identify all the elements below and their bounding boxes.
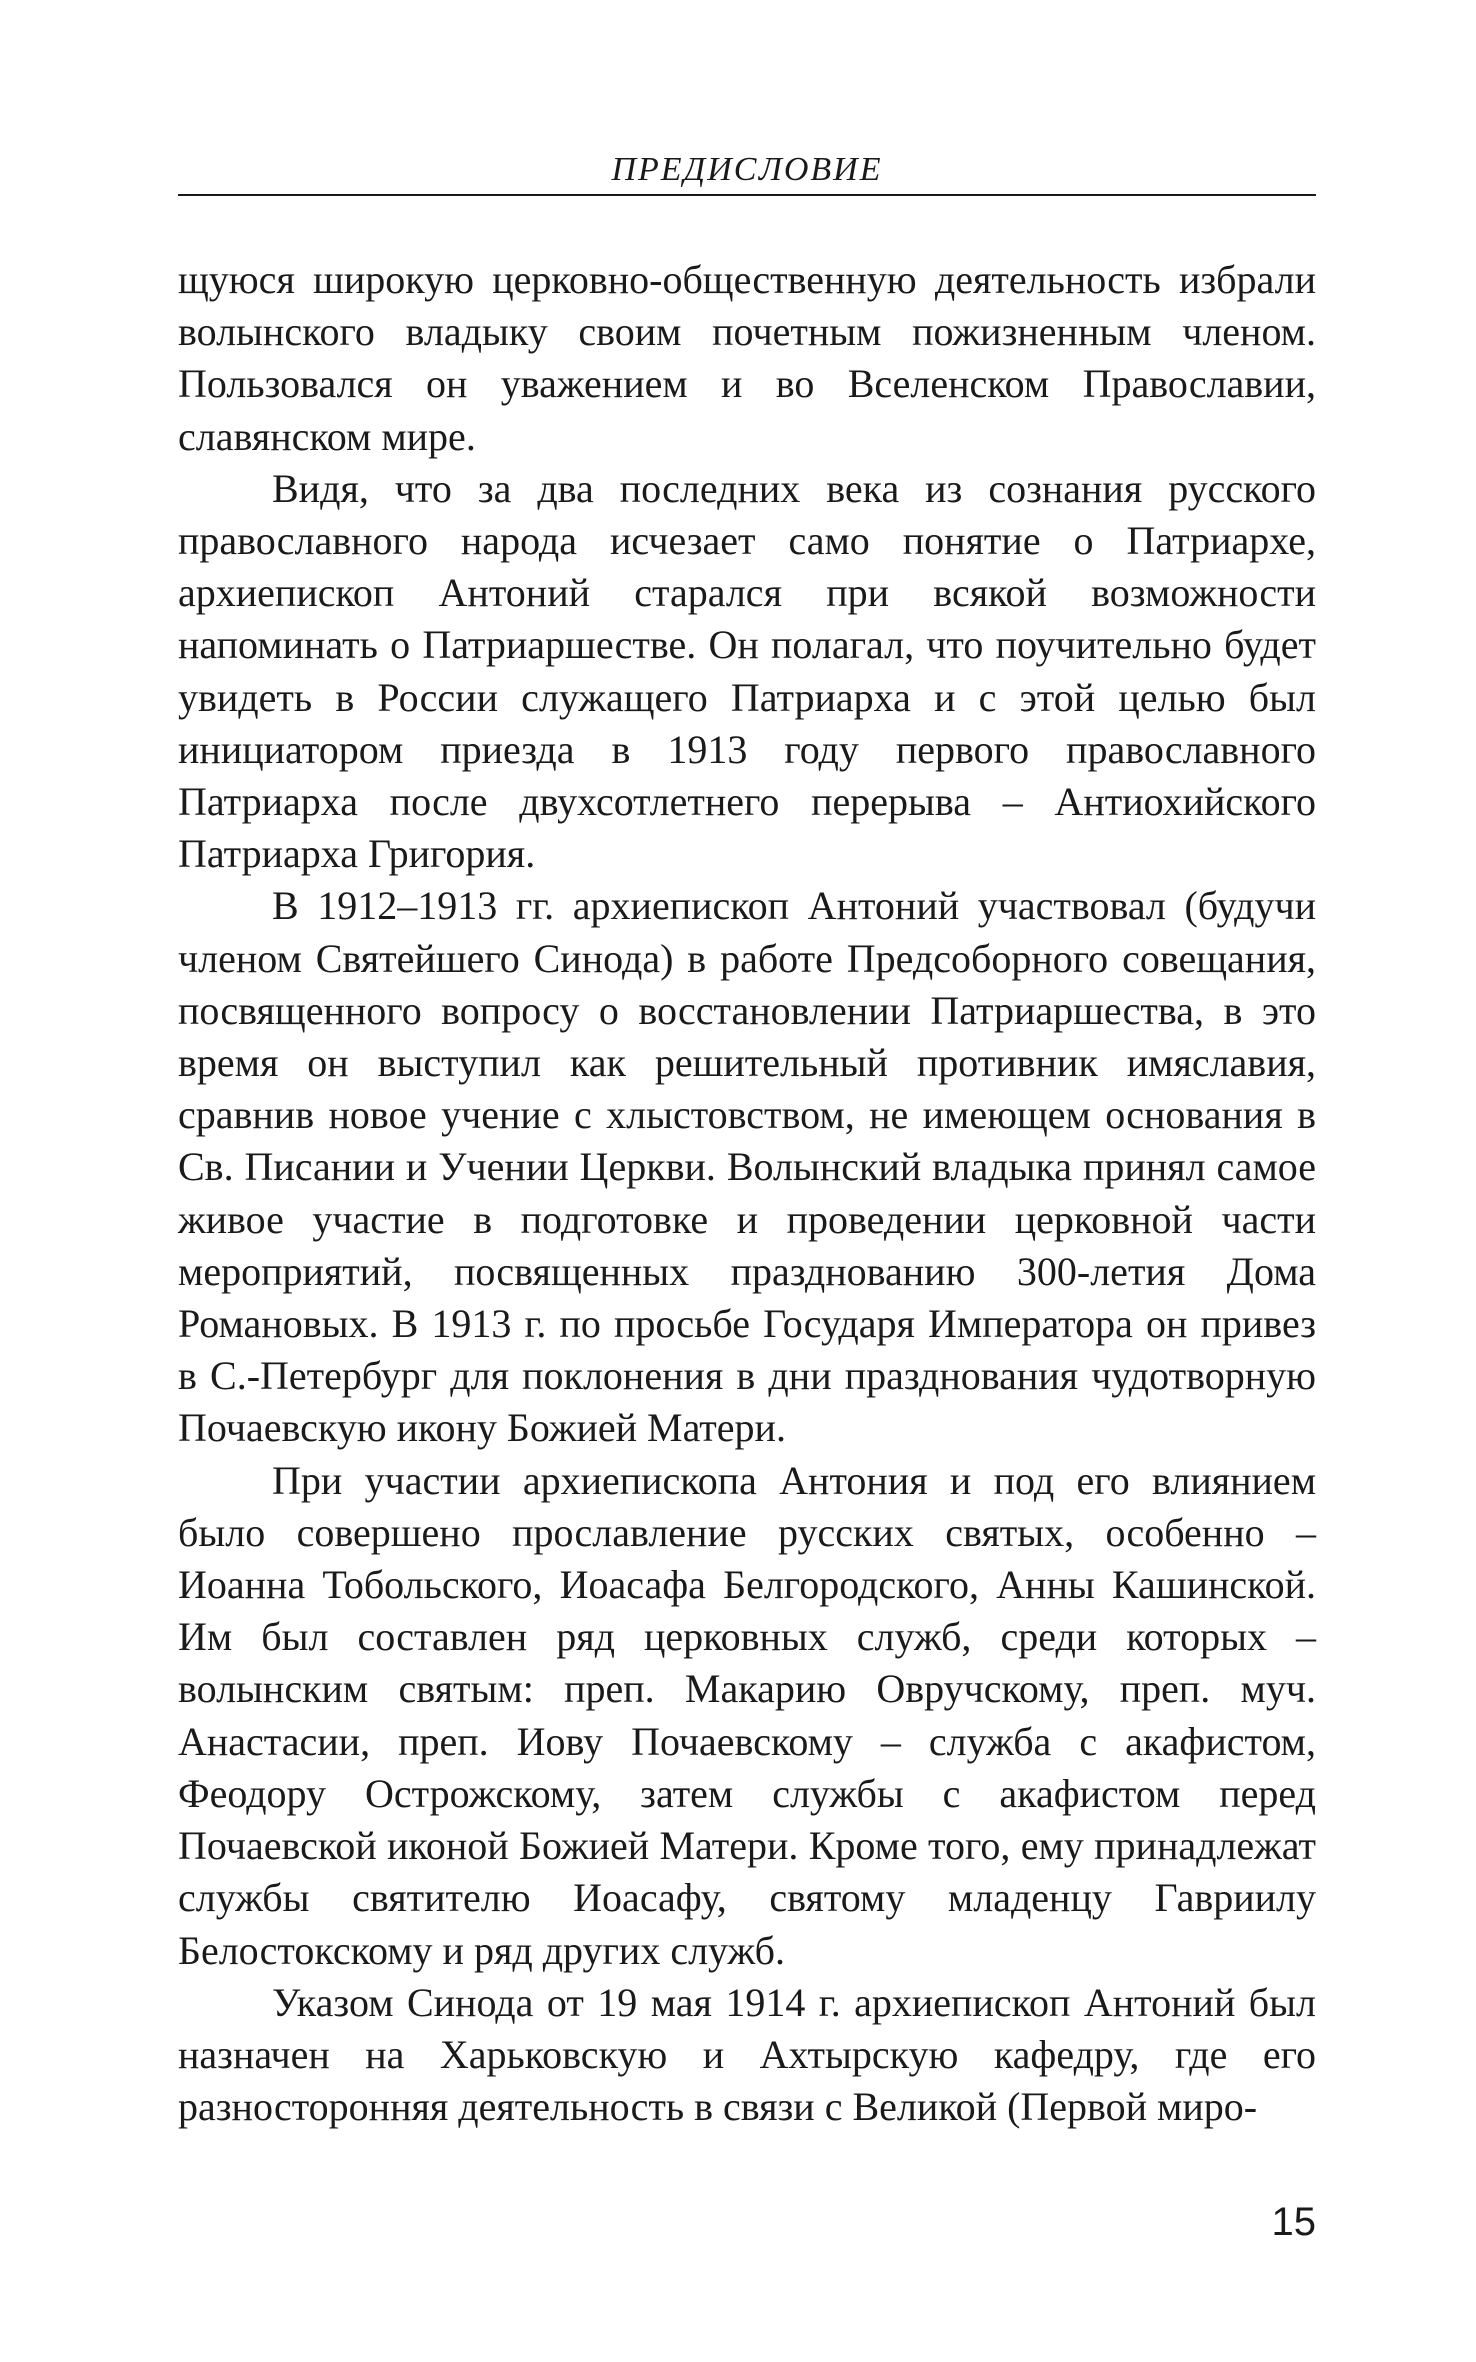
paragraph-3: В 1912–1913 гг. архиепископ Антоний участвовал (будучи членом Святейшего Синода) в работе Предсоборного совещания, посвященного вопросу о восстановлении Патриаршества, в это время он выступил как решительный противник имяславия, сравнив новое учение с хлыстовством, не имеющем основания в Св. Писании и Учении Церкви. Волынский владыка принял самое живое участие в подготовке и проведении церковной части мероприятий, посвященных празднованию 300-летия Дома Романовых. В 1913 г. по просьбе Государя Императора он привез в С.-Петербург для поклонения в дни празднования чудотворную Почаевскую икону Божией Матери. [178, 883, 1316, 1451]
running-header: ПРЕДИСЛОВИЕ [611, 151, 883, 188]
paragraph-4: При участии архиепископа Антония и под его влиянием было совершено прославление русских святых, особенно – Иоанна Тобольского, Иоасафа Белгородского, Анны Кашинской. Им был составлен ряд церковных служб, среди которых – волынским святым: преп. Макарию Овручскому, преп. муч. Анастасии, преп. Иову Почаевскому – служба с акафистом, Феодору Острожскому, затем службы с акафистом перед Почаевской иконой Божией Матери. Кроме того, ему принадлежат службы святителю Иоасафу, святому младенцу Гавриилу Белостокскому и ряд других служб. [178, 1457, 1316, 1973]
body-text [178, 254, 1316, 2133]
paragraph-5: Указом Синода от 19 мая 1914 г. архиепископ Антоний был назначен на Харьковскую и Ахтырскую кафедру, где его разносторонняя деятельность в связи с Великой (Первой миро- [178, 1979, 1316, 2130]
paragraph-2: Видя, что за два последних века из сознания русского православного народа исчезает само понятие о Патриархе, архиепископ Антоний старался при всякой возможности напоминать о Патриаршестве. Он полагал, что поучительно будет увидеть в России служащего Патриарха и с этой целью был инициатором приезда в 1913 году первого православного Патриарха после двухсотлетнего перерыва – Антиохийского Патриарха Григория. [178, 465, 1316, 877]
header-rule [178, 194, 1316, 196]
paragraph-1: щуюся широкую церковно-общественную деятельность избрали волынского владыку своим почетным пожизненным членом. Пользовался он уважением и во Вселенском Православии, славянском мире. [178, 257, 1316, 459]
page-number: 15 [1271, 2200, 1316, 2244]
